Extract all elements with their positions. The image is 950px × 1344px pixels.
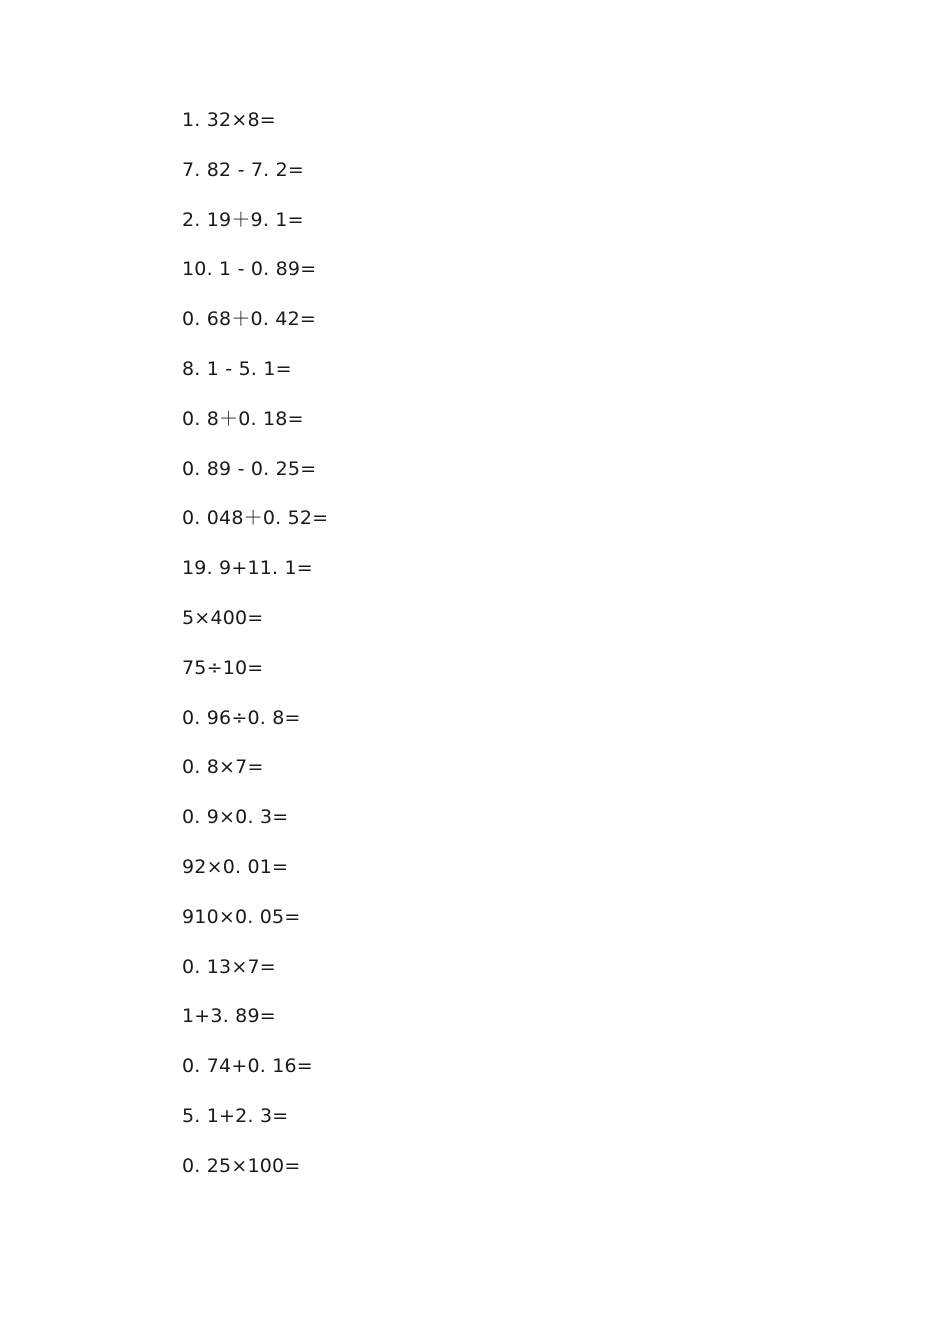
problem-item: 0. 74+0. 16=: [182, 1055, 313, 1078]
problem-item: 0. 048＋0. 52=: [182, 507, 329, 530]
problem-item: 7. 82 - 7. 2=: [182, 158, 305, 181]
problem-item: 0. 96÷0. 8=: [182, 706, 301, 729]
problem-item: 0. 89 - 0. 25=: [182, 457, 317, 480]
problem-item: 5. 1+2. 3=: [182, 1104, 289, 1127]
problem-item: 1+3. 89=: [182, 1005, 276, 1028]
problem-item: 0. 68＋0. 42=: [182, 308, 317, 331]
problem-item: 1. 32×8=: [182, 109, 276, 131]
problem-item: 5×400=: [182, 606, 264, 629]
problem-item: 2. 19＋9. 1=: [182, 208, 304, 231]
problem-item: 8. 1 - 5. 1=: [182, 357, 292, 380]
problem-item: 0. 8＋0. 18=: [182, 407, 304, 430]
problem-item: 0. 8×7=: [182, 756, 264, 779]
problem-item: 19. 9+11. 1=: [182, 557, 313, 580]
problem-item: 92×0. 01=: [182, 855, 289, 878]
problem-item: 0. 25×100=: [182, 1154, 301, 1177]
problem-item: 910×0. 05=: [182, 905, 301, 928]
problem-item: 10. 1 - 0. 89=: [182, 258, 317, 281]
problem-list: [182, 108, 328, 1204]
problem-item: 0. 13×7=: [182, 955, 276, 978]
problem-item: 75÷10=: [182, 656, 264, 679]
problem-item: 0. 9×0. 3=: [182, 806, 289, 829]
